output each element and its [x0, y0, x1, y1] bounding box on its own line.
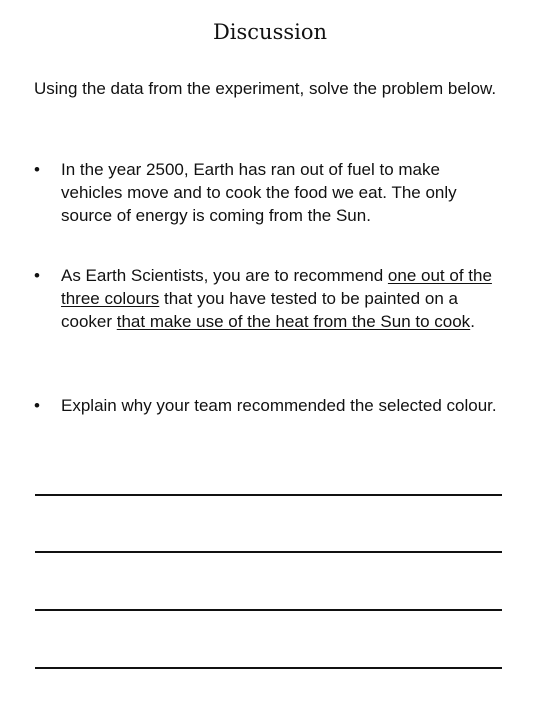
task-text-part: . — [470, 312, 475, 331]
task-text-part: that you have tested to be painted on a cooker — [61, 289, 458, 331]
bullet-text: Explain why your team recommended the selected colour. — [61, 396, 497, 415]
bullet-icon: • — [34, 266, 40, 285]
answer-line[interactable] — [35, 667, 502, 669]
bullet-icon: • — [34, 396, 40, 415]
bullet-text: In the year 2500, Earth has ran out of fuel to make vehicles move and to cook the food we eat. The only source of energy is coming from the Sun. — [61, 160, 457, 225]
page-title: Discussion — [212, 20, 328, 44]
answer-line[interactable] — [35, 494, 502, 496]
bullet-icon: • — [34, 160, 40, 179]
emphasis-text: one out of the three colours — [61, 266, 492, 308]
answer-line[interactable] — [35, 551, 502, 553]
bullet-text — [61, 264, 504, 333]
intro-text: Using the data from the experiment, solve the problem below. — [34, 79, 497, 98]
emphasis-text: that make use of the heat from the Sun to cook — [116, 312, 471, 331]
answer-line[interactable] — [35, 609, 502, 611]
task-text-part: As Earth Scientists, you are to recommend — [61, 266, 388, 285]
